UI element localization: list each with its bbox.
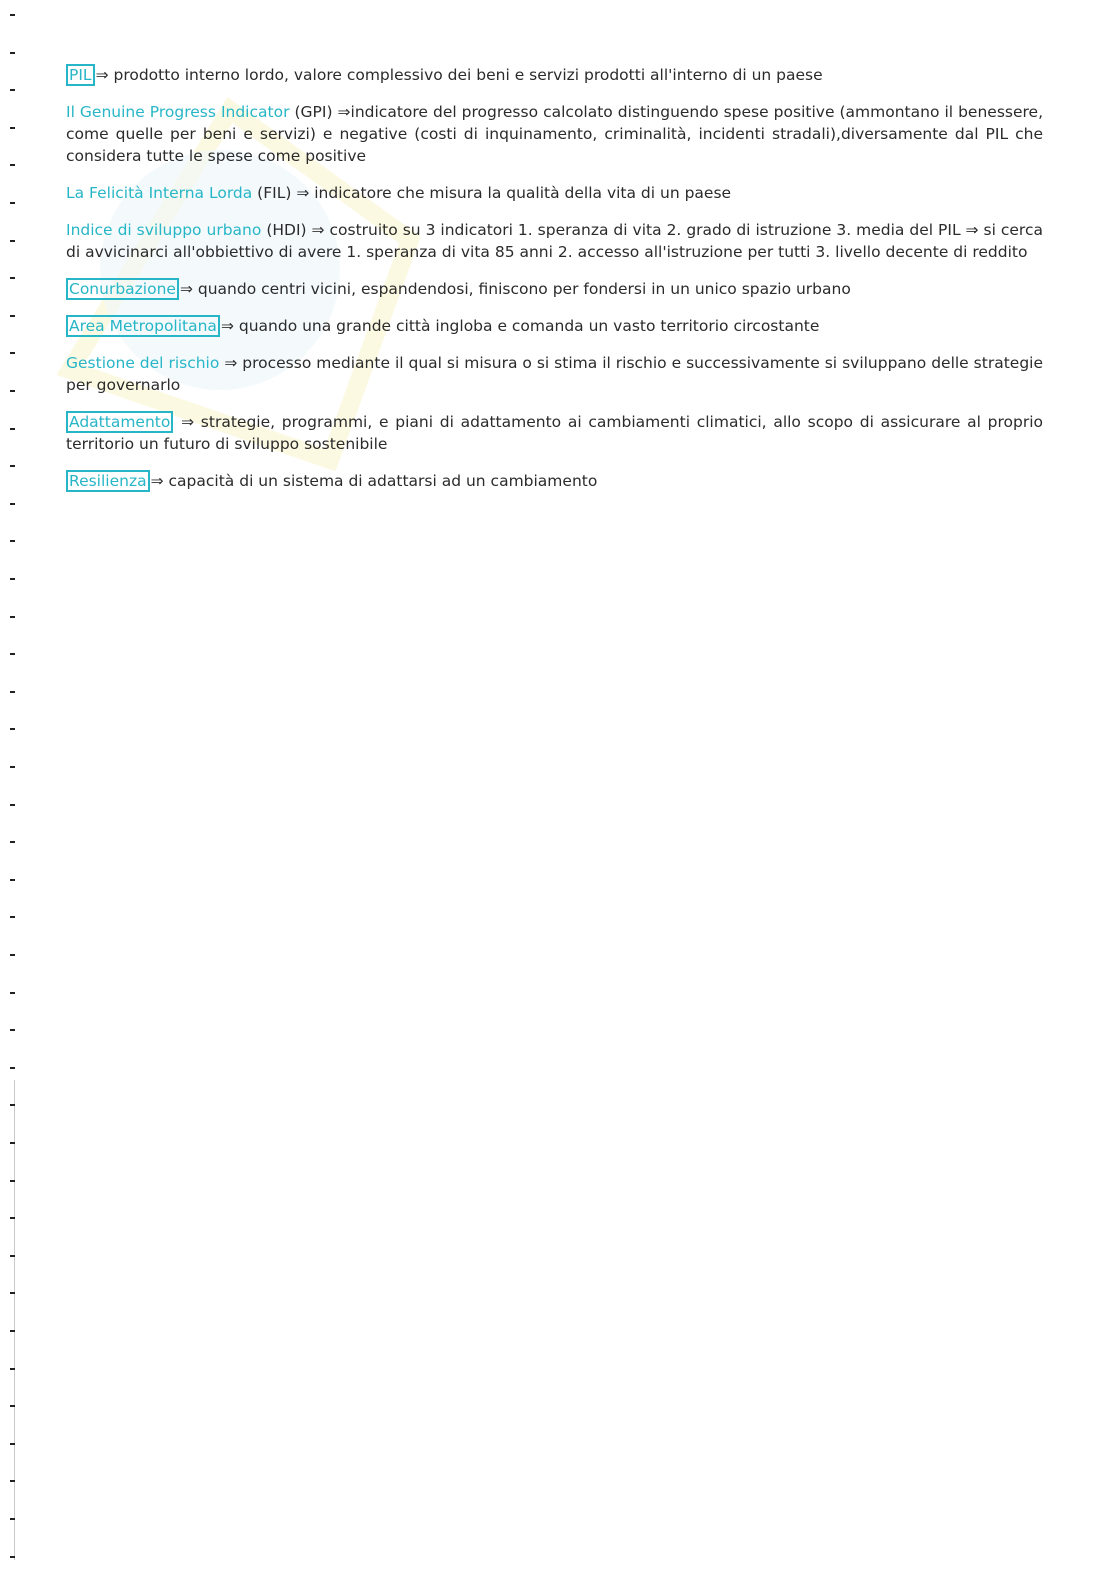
binding-mark	[10, 1180, 15, 1182]
abbr-hdi: (HDI)	[261, 221, 312, 239]
binding-mark	[10, 1556, 15, 1558]
entry-hdi	[66, 219, 1043, 263]
arrow-icon: ⇒	[181, 413, 195, 431]
binding-strip	[0, 0, 26, 1578]
binding-mark	[10, 879, 15, 881]
binding-mark	[10, 1217, 15, 1219]
binding-mark	[10, 1330, 15, 1332]
entry-area-metropolitana	[66, 315, 1043, 337]
definition-hdi: costruito su 3 indicatori 1. speranza di vita 2. grado di istruzione 3. media del PIL ⇒ si cerca di avvicinarci all'obbiettivo di avere 1. speranza di vita 85 anni 2. accesso all'istruzione per tutti 3. livello decente di reddito	[66, 221, 1043, 261]
binding-mark	[10, 503, 15, 505]
binding-mark	[10, 540, 15, 542]
binding-mark	[10, 1104, 15, 1106]
binding-mark	[10, 916, 15, 918]
arrow-icon: ⇒	[95, 66, 109, 84]
term-resilienza: Resilienza	[66, 470, 150, 492]
term-conurbazione: Conurbazione	[66, 278, 179, 300]
binding-mark	[10, 1368, 15, 1370]
term-fil: La Felicità Interna Lorda	[66, 184, 253, 202]
binding-mark	[10, 954, 15, 956]
binding-mark	[10, 1255, 15, 1257]
definition-gestione-rischio: processo mediante il qual si misura o si stima il rischio e successivamente si sviluppano delle strategie per governarlo	[66, 354, 1043, 394]
term-pil: PIL	[66, 64, 95, 86]
binding-mark	[10, 89, 15, 91]
arrow-icon: ⇒	[150, 472, 164, 490]
term-adattamento: Adattamento	[66, 411, 173, 433]
binding-mark	[10, 465, 15, 467]
abbr-fil: (FIL)	[252, 184, 297, 202]
binding-mark	[10, 841, 15, 843]
entry-gestione-rischio	[66, 352, 1043, 396]
binding-mark	[10, 352, 15, 354]
abbr-gpi: (GPI)	[289, 103, 338, 121]
binding-mark	[10, 992, 15, 994]
arrow-icon: ⇒	[179, 280, 193, 298]
definition-resilienza: capacità di un sistema di adattarsi ad un cambiamento	[163, 472, 598, 490]
definition-pil: prodotto interno lordo, valore complessivo dei beni e servizi prodotti all'interno di un paese	[108, 66, 823, 84]
binding-rail	[14, 1080, 15, 1560]
definition-adattamento: strategie, programmi, e piani di adattamento ai cambiamenti climatici, allo scopo di assicurare al proprio territorio un futuro di sviluppo sostenibile	[66, 413, 1043, 453]
binding-mark	[10, 766, 15, 768]
binding-mark	[10, 14, 15, 16]
binding-mark	[10, 202, 15, 204]
binding-mark	[10, 1142, 15, 1144]
definitions-list	[66, 64, 1043, 507]
arrow-icon: ⇒	[220, 317, 234, 335]
binding-mark	[10, 691, 15, 693]
binding-mark	[10, 1518, 15, 1520]
term-area-metropolitana: Area Metropolitana	[66, 315, 220, 337]
binding-mark	[10, 578, 15, 580]
entry-fil	[66, 182, 1043, 204]
binding-mark	[10, 52, 15, 54]
definition-gpi: indicatore del progresso calcolato distinguendo spese positive (ammontano il benessere, come quelle per beni e servizi) e negative (costi di inquinamento, criminalità, incidenti stradali),diversamente dal PIL che considera tutte le spese come positive	[66, 103, 1043, 165]
arrow-icon: ⇒	[337, 103, 351, 121]
binding-mark	[10, 653, 15, 655]
definition-conurbazione: quando centri vicini, espandendosi, finiscono per fondersi in un unico spazio urbano	[192, 280, 851, 298]
binding-mark	[10, 390, 15, 392]
binding-mark	[10, 240, 15, 242]
binding-mark	[10, 1029, 15, 1031]
term-hdi: Indice di sviluppo urbano	[66, 221, 262, 239]
arrow-icon: ⇒	[224, 354, 238, 372]
entry-resilienza	[66, 470, 1043, 492]
binding-mark	[10, 1443, 15, 1445]
binding-mark	[10, 804, 15, 806]
binding-mark	[10, 127, 15, 129]
binding-mark	[10, 315, 15, 317]
arrow-icon: ⇒	[296, 184, 310, 202]
binding-mark	[10, 1480, 15, 1482]
arrow-icon: ⇒	[311, 221, 325, 239]
binding-mark	[10, 428, 15, 430]
binding-mark	[10, 277, 15, 279]
binding-mark	[10, 616, 15, 618]
entry-conurbazione	[66, 278, 1043, 300]
entry-adattamento	[66, 411, 1043, 455]
term-gpi: Il Genuine Progress Indicator	[66, 103, 290, 121]
entry-pil	[66, 64, 1043, 86]
term-gestione-rischio: Gestione del rischio	[66, 354, 220, 372]
entry-gpi	[66, 101, 1043, 167]
binding-mark	[10, 1405, 15, 1407]
binding-mark	[10, 164, 15, 166]
definition-area-metropolitana: quando una grande città ingloba e comanda un vasto territorio circostante	[233, 317, 820, 335]
binding-mark	[10, 728, 15, 730]
definition-fil: indicatore che misura la qualità della vita di un paese	[309, 184, 732, 202]
binding-mark	[10, 1292, 15, 1294]
binding-mark	[10, 1067, 15, 1069]
